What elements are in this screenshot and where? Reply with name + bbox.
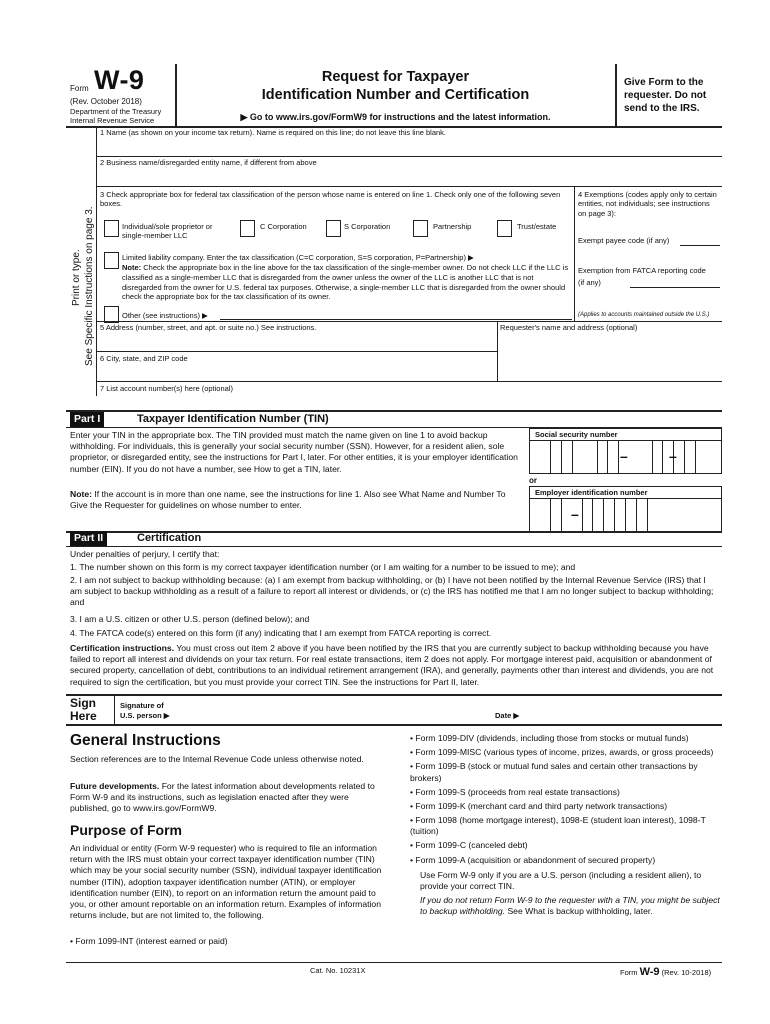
bullet-1099-a: • Form 1099-A (acquisition or abandonment of secured property) xyxy=(410,854,656,865)
purpose-text: An individual or entity (Form W-9 requester) who is required to file an information return with the IRS must obtain your correct taxpayer identification number (TIN) which may be your social security number (SSN), individual taxpayer identification number (ITIN), adoption taxpayer identification number (ATIN), or employer identification number (EIN), to report on an information return the amount paid to you, or other amount reportable on an information return. Examples of information returns include, but are not limited to, the following. xyxy=(70,843,382,921)
s-corporation-label: S Corporation xyxy=(344,222,391,231)
signature-label-1: Signature of xyxy=(120,701,164,710)
certification-instructions xyxy=(70,643,722,688)
checkbox-partnership[interactable] xyxy=(413,220,428,237)
instructions-link[interactable]: ▶ Go to www.irs.gov/FormW9 for instructions and the latest information. xyxy=(240,112,551,122)
give-form-note: Give Form to the requester. Do not send to the IRS. xyxy=(624,77,707,114)
applies-note: (Applies to accounts maintained outside the U.S.) xyxy=(578,312,710,318)
footer-rev: (Rev. 10-2018) xyxy=(661,968,712,977)
form-title-line-1: Request for Taxpayer xyxy=(321,69,470,85)
part-1-title: Taxpayer Identification Number (TIN) xyxy=(137,413,329,425)
see-what-text: See What is backup withholding, later. xyxy=(507,906,653,917)
sign-label: Sign xyxy=(70,696,96,710)
form-name: W-9 xyxy=(94,65,145,95)
part-2-label: Part II xyxy=(70,531,107,546)
llc-note xyxy=(122,263,574,302)
date-field[interactable] xyxy=(530,700,720,722)
ssn-dash-2: – xyxy=(669,448,677,464)
revision-date: (Rev. October 2018) xyxy=(70,97,142,106)
agency-line: Internal Revenue Service xyxy=(70,116,155,125)
c-corporation-label: C Corporation xyxy=(260,222,307,231)
exempt-payee-label: Exempt payee code (if any) xyxy=(578,236,670,245)
footer-form-name: W-9 xyxy=(639,966,660,978)
bullet-1099-c: • Form 1099-C (canceled debt) xyxy=(410,840,528,851)
certification-item-3: 3. I am a U.S. citizen or other U.S. person (defined below); and xyxy=(70,614,310,624)
llc-note-label: Note: xyxy=(122,263,142,272)
individual-label: Individual/sole proprietor or single-member LLC xyxy=(122,222,213,241)
requester-field[interactable] xyxy=(500,333,720,379)
part-1-text: Enter your TIN in the appropriate box. The TIN provided must match the name given on line 1 to avoid backup withholding. For individuals, this is generally your social security number (SSN). However, for a resident alien, sole proprietor, or disregarded entity, see the instructions for Part I, later. For other entities, it is your employer identification number (EIN). If you do not have a number, see How to get a TIN, later. xyxy=(70,430,518,474)
line-2-label: 2 Business name/disregarded entity name, if different from above xyxy=(100,158,317,167)
line-2-business-field[interactable] xyxy=(100,168,720,186)
partnership-label: Partnership xyxy=(433,222,472,231)
certification-intro: Under penalties of perjury, I certify that: xyxy=(70,549,220,559)
line-5-label: 5 Address (number, street, and apt. or suite no.) See instructions. xyxy=(100,323,317,332)
line-6-city-field[interactable] xyxy=(100,364,495,380)
line-5-address-field[interactable] xyxy=(100,333,495,351)
part-1-note-text: If the account is in more than one name, see the instructions for line 1. Also see What Name and Number To Give the Requester for guidelines on whose number to enter. xyxy=(70,489,506,511)
part-1-note-label: Note: xyxy=(70,489,92,499)
backup-withholding-text xyxy=(410,895,720,917)
trust-estate-label: Trust/estate xyxy=(517,222,557,231)
purpose-heading: Purpose of Form xyxy=(70,822,183,838)
llc-label: Limited liability company. Enter the tax classification (C=C corporation, S=S corporation, P=Partnership) ▶ xyxy=(122,253,474,262)
form-label: Form xyxy=(70,84,89,93)
future-developments-text: For the latest information about developments related to Form W-9 and its instructions, such as legislation enacted after they were published, go to www.irs.gov/FormW9. xyxy=(70,781,375,814)
certification-instructions-label: Certification instructions. xyxy=(70,643,175,653)
other-label: Other (see instructions) ▶ xyxy=(122,311,208,320)
footer-form-label xyxy=(620,966,711,980)
department-line: Department of the Treasury xyxy=(70,107,162,116)
certification-item-4: 4. The FATCA code(s) entered on this form (if any) indicating that I am exempt from FATCA reporting is correct. xyxy=(70,628,492,638)
line-6-label: 6 City, state, and ZIP code xyxy=(100,354,188,363)
checkbox-s-corporation[interactable] xyxy=(326,220,341,237)
requester-label: Requester's name and address (optional) xyxy=(500,323,638,332)
line-3-label: 3 Check appropriate box for federal tax classification of the person whose name is entered on line 1. Check only one of the following seven boxes. xyxy=(100,190,561,209)
checkbox-trust-estate[interactable] xyxy=(497,220,512,237)
ein-dash: – xyxy=(571,506,579,522)
bullet-1099-b: • Form 1099-B (stock or mutual fund sales and certain other transactions by brokers) xyxy=(410,761,698,783)
right-bullets xyxy=(410,733,720,917)
bullet-1099-div: • Form 1099-DIV (dividends, including those from stocks or mutual funds) xyxy=(410,733,689,743)
fatca-label: Exemption from FATCA reporting code (if any) xyxy=(578,266,706,287)
future-developments xyxy=(70,781,390,815)
line-1-name-field[interactable] xyxy=(100,138,720,156)
part-2-title: Certification xyxy=(137,532,202,544)
general-p1: Section references are to the Internal Revenue Code unless otherwise noted. xyxy=(70,754,364,764)
ein-field[interactable] xyxy=(529,499,722,532)
part-1-label: Part I xyxy=(70,412,104,427)
fatca-field[interactable] xyxy=(630,287,720,288)
line-4-label: 4 Exemptions (codes apply only to certain entities, not individuals; see instructions on page 3): xyxy=(578,190,717,218)
see-specific-label: See Specific Instructions on page 3. xyxy=(84,206,95,366)
if-not-returned-text: If you do not return Form W-9 to the requester with a TIN, you might be subject to backup withholding. xyxy=(420,895,720,917)
here-label: Here xyxy=(70,709,97,723)
footer-form-word: Form xyxy=(620,968,638,977)
checkbox-llc[interactable] xyxy=(104,252,119,269)
bullet-1099-k: • Form 1099-K (merchant card and third party network transactions) xyxy=(410,800,668,811)
certification-item-2: 2. I am not subject to backup withholding because: (a) I am exempt from backup withholding, or (b) I have not been notified by the Internal Revenue Service (IRS) that I am subject to backup withholding as a result of a failure to report all interest or dividends, or (c) the IRS has notified me that I am no longer subject to backup withholding; and xyxy=(70,575,714,608)
ein-label: Employer identification number xyxy=(529,486,722,499)
line-7-account-field[interactable] xyxy=(100,394,720,408)
bullet-1099-int: • Form 1099-INT (interest earned or paid) xyxy=(70,936,228,946)
line-7-label: 7 List account number(s) here (optional) xyxy=(100,384,233,393)
ssn-label: Social security number xyxy=(529,428,722,441)
or-label: or xyxy=(529,476,537,485)
future-developments-label: Future developments. xyxy=(70,781,160,791)
signature-label-2: U.S. person ▶ xyxy=(120,711,170,720)
checkbox-individual[interactable] xyxy=(104,220,119,237)
bullet-1098: • Form 1098 (home mortgage interest), 1098-E (student loan interest), 1098-T (tuition) xyxy=(410,815,706,837)
general-instructions-heading: General Instructions xyxy=(70,732,221,749)
catalog-number: Cat. No. 10231X xyxy=(310,966,366,975)
ssn-dash-1: – xyxy=(620,448,628,464)
use-form-text: Use Form W-9 only if you are a U.S. person (including a resident alien), to provide your correct TIN. xyxy=(420,869,702,891)
certification-instructions-text: You must cross out item 2 above if you have been notified by the IRS that you are currently subject to backup withholding because you have failed to report all interest and dividends on your tax return. For real estate transactions, item 2 does not apply. For mortgage interest paid, acquisition or abandonment of secured property, cancellation of debt, contributions to an individual retirement arrangement (IRA), and generally, payments other than interest and dividends, you are not required to sign the certification, but you must provide your correct TIN. See the instructions for Part II, later. xyxy=(70,643,714,687)
print-or-type-label: Print or type. xyxy=(71,249,82,306)
bullet-1099-s: • Form 1099-S (proceeds from real estate transactions) xyxy=(410,786,620,797)
certification-item-1: 1. The number shown on this form is my correct taxpayer identification number (or I am waiting for a number to be issued to me); and xyxy=(70,562,576,572)
exempt-payee-field[interactable] xyxy=(680,245,720,246)
date-label: Date ▶ xyxy=(495,711,520,720)
checkbox-c-corporation[interactable] xyxy=(240,220,255,237)
bullet-1099-misc: • Form 1099-MISC (various types of income, prizes, awards, or gross proceeds) xyxy=(410,747,714,758)
part-1-note xyxy=(70,489,518,511)
signature-field[interactable] xyxy=(190,700,490,722)
line-1-label: 1 Name (as shown on your income tax return). Name is required on this line; do not leave this line blank. xyxy=(100,128,447,137)
llc-note-text: Check the appropriate box in the line above for the tax classification of the single-member owner. Do not check LLC if the LLC is classified as a single-member LLC that is disregarded from the owner unless the owner of the LLC is another LLC that is not disregarded from the owner for U.S. federal tax purposes. Otherwise, a single-member LLC that is disregarded from the owner should check the appropriate box for the tax classification of its owner. xyxy=(122,263,569,302)
form-title-line-2: Identification Number and Certification xyxy=(261,87,530,103)
